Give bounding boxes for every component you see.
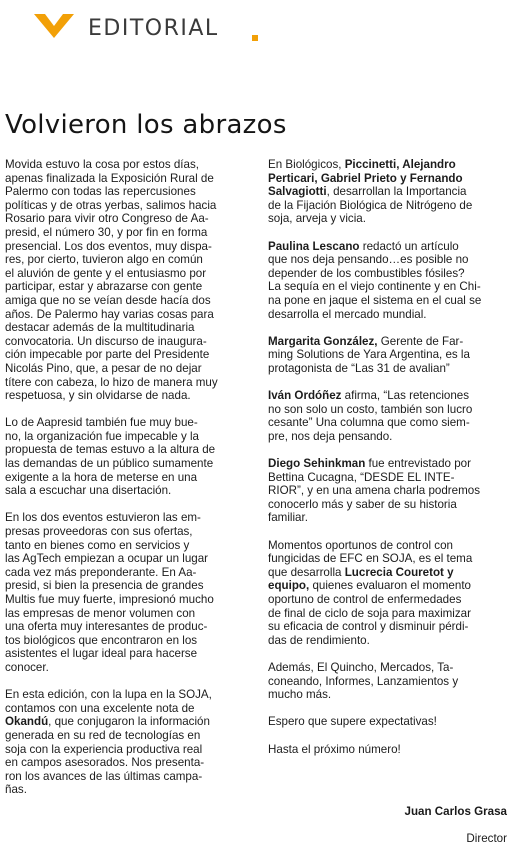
paragraph: En esta edición, con la lupa en la SOJA, contamos con una excelente nota de Okandú, que conjugaron la información generada en su red de tecnologías en soja con la experiencia productiva real en campos asesorados. Nos presenta- ron los avances de las últimas campa- ñas. (5, 688, 212, 797)
paragraph: Espero que supere expectativas! (268, 715, 437, 729)
left-column (5, 158, 257, 797)
author-name: Juan Carlos Grasa (404, 805, 507, 818)
paragraph: Margarita González, Gerente de Far- ming Solutions de Yara Argentina, es la protagonista de “Las 31 de avalian” (268, 334, 470, 375)
paragraph: Lo de Aapresid también fue muy bue- no, la organización fue impecable y la propuesta de temas estuvo a la altura de las demandas de un público sumamente exigente a la hora de meterse en una sala a escuchar una disertación. (5, 416, 216, 498)
paragraph: En los dos eventos estuvieron las em- presas proveedoras con sus ofertas, tanto en bienes como en servicios y las AgTech empiezan a ocupar un lugar cada vez más preponderante. En Aa- presid, si bien la presencia de grandes Multis fue muy fuerte, impresionó mucho las empresas de menor volumen con una oferta muy interesantes de produc- tos biológicos que encontraron en los asistentes el lugar ideal para hacerse conocer. (5, 511, 214, 674)
highlight-name: Lucrecia Couretot y equipo, (268, 565, 454, 593)
paragraph: Además, El Quincho, Mercados, Ta- coneando, Informes, Lanzamientos y mucho más. (268, 660, 459, 702)
highlight-name: Iván Ordóñez (268, 389, 342, 403)
section-dot (252, 35, 258, 41)
paragraph: Iván Ordóñez afirma, “Las retenciones no son solo un costo, también son lucro cesante” Una columna que como siem- pre, nos deja pensando. (268, 389, 473, 443)
paragraph: En Biológicos, Piccinetti, Alejandro Perticari, Gabriel Prieto y Fernando Salvagiotti, desarrollan la Importancia de la Fijación Biológica de Nitrógeno de soja, arveja y vicia. (268, 158, 473, 226)
right-column (268, 158, 508, 756)
author-role: Director (466, 832, 507, 845)
section-header (34, 10, 504, 46)
paragraph: Momentos oportunos de control con fungicidas de EFC en SOJA, es el tema que desarrolla Lucrecia Couretot y equipo, quienes evaluaron el momento oportuno de control de enfermedades de final de ciclo de soja para maximizar su eficacia de control y disminuir pérdi- das de rendimiento. (268, 538, 473, 647)
highlight-name: Piccinetti, Alejandro Perticari, Gabriel Prieto y Fernando Salvagiotti (268, 158, 463, 199)
chevron-logo-icon (34, 14, 74, 38)
highlight-name: Okandú (5, 715, 49, 729)
paragraph: Movida estuvo la cosa por estos días, apenas finalizada la Exposición Rural de Palermo con todas las repercusiones políticas y de otras yerbas, salimos hacia Rosario para vivir otro Congreso de Aa- presid, el número 30, y por fin en forma presencial. Los dos eventos, muy dispa- res, por cierto, tuvieron algo en común el aluvión de gente y el entusiasmo por participar, estar y abrazarse con gente amiga que no se veían desde hacía dos años. De Palermo hay varias cosas para destacar además de la multitudinaria convocatoria. Un discurso de inaugura- ción impecable por parte del Presidente Nicolás Pino, que, a pesar de no dejar títere con cabeza, lo hizo de manera muy respetuosa, y sin olvidarse de nada. (5, 158, 218, 403)
highlight-name: Diego Sehinkman (268, 457, 366, 471)
paragraph: Hasta el próximo número! (268, 742, 401, 756)
highlight-name: Margarita González, (268, 334, 378, 348)
article-title: Volvieron los abrazos (5, 110, 287, 140)
section-label: EDITORIAL (88, 16, 219, 41)
paragraph: Paulina Lescano redactó un artículo que nos deja pensando…es posible no depender de los combustibles fósiles? La sequía en el viejo continente y en Chi- na pone en jaque el sistema en el cual se desarrolla el mercado mundial. (268, 239, 482, 321)
paragraph: Diego Sehinkman fue entrevistado por Bettina Cucagna, “DESDE EL INTE- RIOR”, y en una amena charla podremos conocerlo más y saber de su historia familiar. (268, 457, 481, 525)
highlight-name: Paulina Lescano (268, 239, 360, 253)
